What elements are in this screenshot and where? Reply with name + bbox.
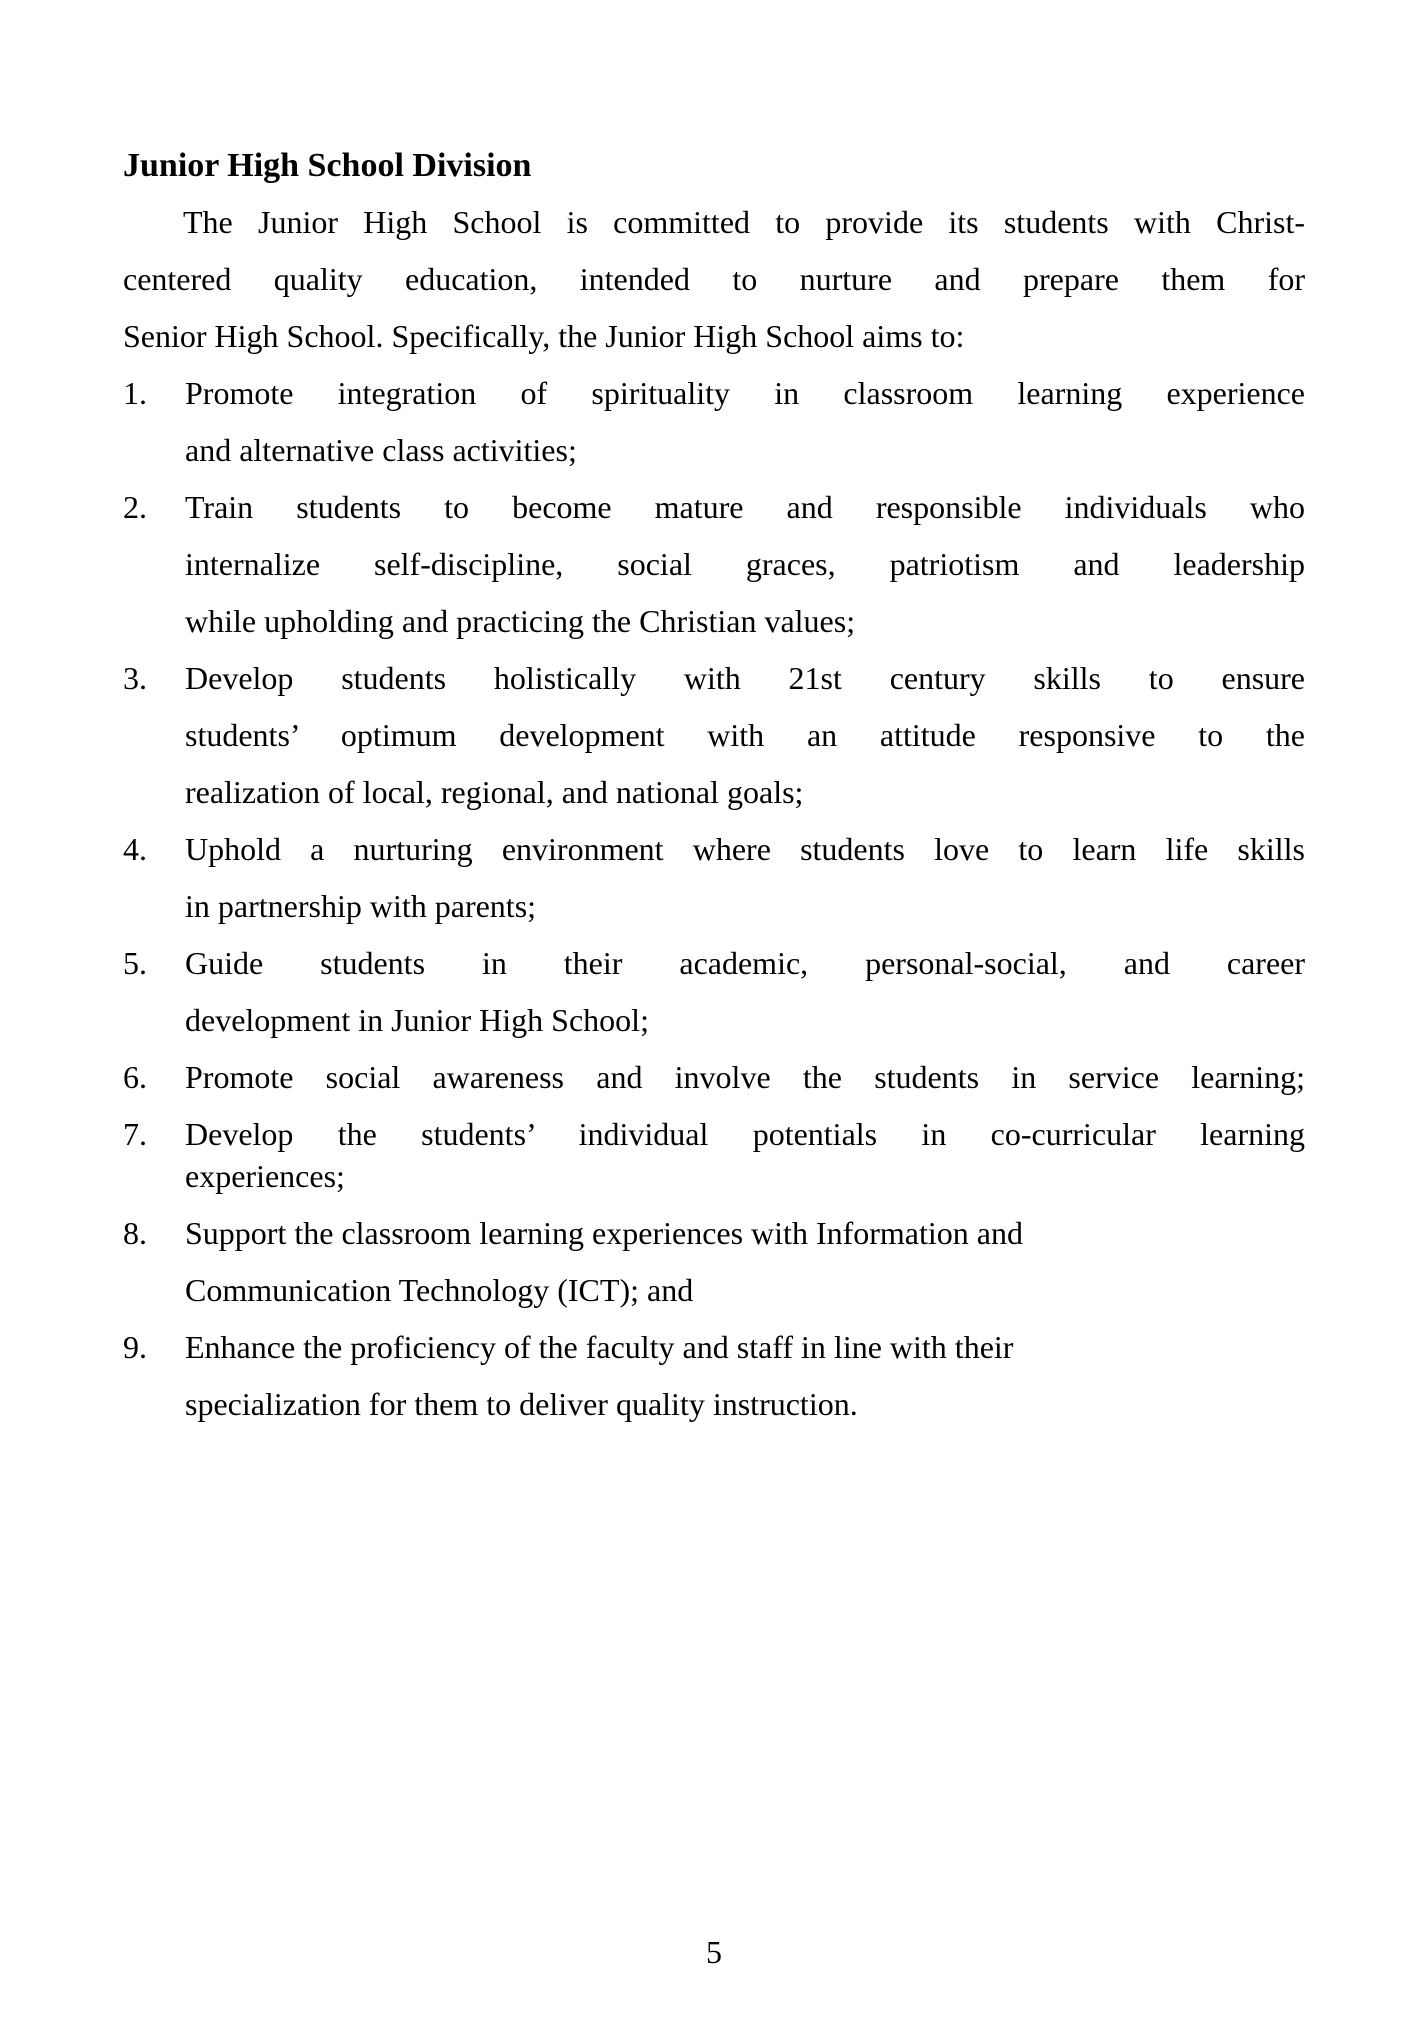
objective-line: development in Junior High School; <box>185 1002 649 1038</box>
paragraph-line: centered quality education, intended to nurture and prepare them for <box>123 261 1305 297</box>
objective-line: internalize self-discipline, social graces, patriotism and leadership <box>185 546 1305 582</box>
objective-number: 9. <box>123 1329 147 1365</box>
objective-line: 2. Train students to become mature and responsible individuals who <box>123 479 1305 536</box>
objective-number: 2. <box>123 489 147 525</box>
objective-line: and alternative class activities; <box>185 432 577 468</box>
paragraph-line: Senior High School. Specifically, the Junior High School aims to: <box>123 318 965 354</box>
objective-line: Communication Technology (ICT); and <box>185 1272 694 1308</box>
objective-number: 8. <box>123 1215 147 1251</box>
objective-line: 3. Develop students holistically with 21st century skills to ensure <box>123 650 1305 707</box>
objective-line: experiences; <box>185 1158 345 1194</box>
objective-line: 8. Support the classroom learning experiences with Information and <box>123 1205 1305 1262</box>
objective-line: 4. Uphold a nurturing environment where students love to learn life skills <box>123 821 1305 878</box>
objective-line: 5. Guide students in their academic, personal-social, and career <box>123 935 1305 992</box>
page-number: 5 <box>706 1934 722 1970</box>
objective-line: while upholding and practicing the Christian values; <box>185 603 856 639</box>
objective-line: in partnership with parents; <box>185 888 537 924</box>
section-heading: Junior High School Division <box>123 147 532 184</box>
objective-number: 7. <box>123 1116 147 1152</box>
objective-line: 7. Develop the students’ individual potentials in co-curricular learning <box>123 1106 1305 1163</box>
objectives-list <box>123 365 1305 1433</box>
objective-line: specialization for them to deliver quality instruction. <box>185 1386 858 1422</box>
objective-number: 3. <box>123 660 147 696</box>
objective-line: 1. Promote integration of spirituality in classroom learning experience <box>123 365 1305 422</box>
objective-line: 6. Promote social awareness and involve the students in service learning; <box>123 1049 1305 1106</box>
objective-number: 6. <box>123 1059 147 1095</box>
objective-number: 4. <box>123 831 147 867</box>
objective-line: realization of local, regional, and national goals; <box>185 774 804 810</box>
objective-number: 1. <box>123 375 147 411</box>
objective-line: 9. Enhance the proficiency of the faculty and staff in line with their <box>123 1319 1305 1376</box>
objective-number: 5. <box>123 945 147 981</box>
page-content <box>123 137 1305 1433</box>
paragraph-line: The Junior High School is committed to provide its students with Christ- <box>183 204 1305 240</box>
intro-paragraph <box>123 194 1305 365</box>
objective-line: students’ optimum development with an attitude responsive to the <box>185 717 1305 753</box>
